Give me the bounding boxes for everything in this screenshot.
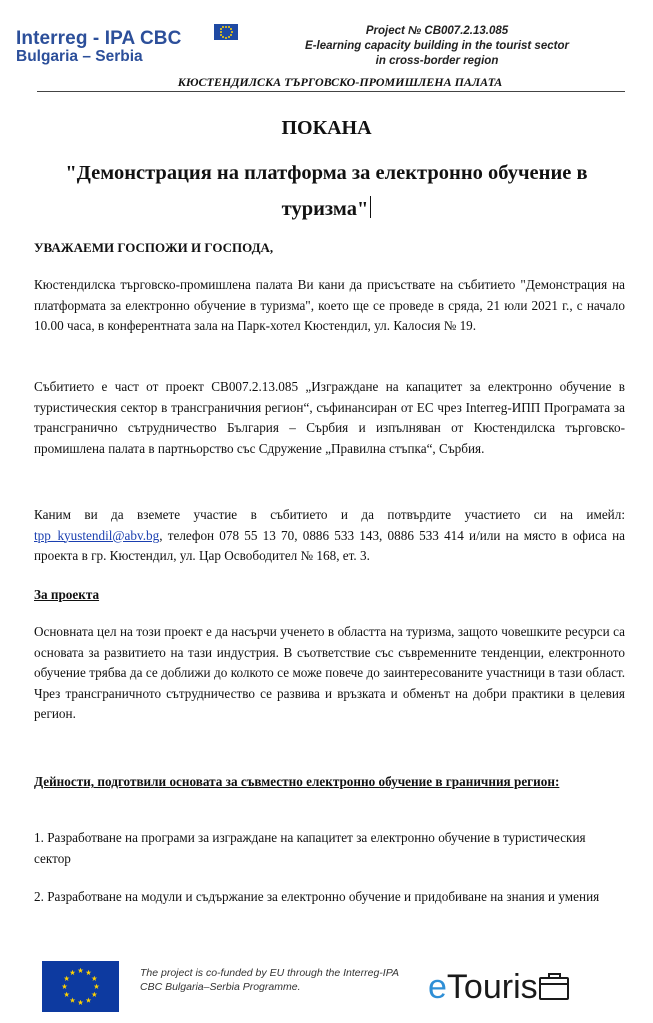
paragraph-project: Събитието е част от проект CB007.2.13.085 „Изграждане на капацитет за електронно обучение в туристическия сектор в трансграничния регион“, съфинансиран от ЕС чрез Interreg-ИПП Програмата за трансгранично сътрудничество България – Сърбия и изпълняван от Кюстендилска търговско-промишлена палата в партньорство със Сдружение „Правилна стъпка“, Сърбия. [34, 379, 625, 456]
eu-star-icon [91, 992, 97, 998]
document-subtitle [60, 155, 593, 227]
project-number: Project № CB007.2.13.085 [365, 25, 509, 37]
paragraph-invitation: Кюстендилска търговско-промишлена палата Ви кани да присъствате на събитието "Демонстрация на платформата за електронно обучение в туризма", което ще се проведе в сряда, 21 юли 2021 г., с начало 10.00 часа, в конферентната зала на Парк-хотел Кюстендил, ул. Калосия № 19. [34, 277, 625, 333]
eu-star-icon [62, 984, 68, 990]
project-name-cont: in cross-border region [375, 55, 499, 67]
eu-flag-icon [214, 24, 238, 40]
greeting: УВАЖАЕМИ ГОСПОЖИ И ГОСПОДА, [34, 240, 274, 255]
document-title: ПОКАНА [281, 117, 372, 139]
text-cursor [370, 196, 371, 218]
activity-item-2: 2. Разработване на модули и съдържание за електронно обучение и придобиване на знания и умения [34, 889, 600, 904]
interreg-logo-text: Interreg - IPA CBC [16, 28, 182, 49]
eu-star-icon [64, 976, 70, 982]
project-name: E-learning capacity building in the tourist sector [305, 40, 569, 52]
etourism-text: Touris [446, 968, 538, 1006]
section-heading-activities: Дейности, подготвили основата за съвместно електронно обучение в граничния регион: [34, 774, 560, 789]
eu-star-icon [86, 997, 92, 1003]
etourism-e: e [428, 968, 447, 1006]
eu-star-icon [231, 31, 233, 33]
eu-star-icon [64, 992, 70, 998]
eu-star-icon [91, 976, 97, 982]
eu-star-icon [228, 36, 230, 38]
section-heading-about: За проекта [34, 587, 100, 602]
briefcase-icon [539, 977, 569, 1000]
interreg-logo-subtitle: Bulgaria – Serbia [16, 48, 143, 65]
eu-star-icon [220, 31, 222, 33]
eu-star-icon [220, 28, 222, 30]
project-info [287, 24, 587, 69]
eu-star-icon [225, 26, 227, 28]
eu-flag-logo [42, 961, 119, 1012]
paragraph-about: Основната цел на този проект е да насърчи ученето в областта на туризма, защото човешките ресурси са основата за развитието на тази индустрия. В съответствие със съвременните тенденции, електронното обучение трябва да се доближи до колкото се може повече до заинтересованите участници в тази област. Чрез трансграничното сътрудничество се развива и връзката и обменът на добри практики в целевия регион. [34, 624, 625, 721]
eu-star-icon [70, 997, 76, 1003]
eu-star-icon [222, 26, 224, 28]
eu-star-icon [225, 37, 227, 39]
eu-star-icon [222, 36, 224, 38]
eu-star-icon [78, 968, 84, 974]
activity-item-1: 1. Разработване на програми за изграждане на капацитет за електронно обучение в туристическия сектор [34, 830, 586, 866]
etourism-logo [428, 967, 569, 1007]
contact-text-before: Каним ви да вземете участие в събитието и да потвърдите участието си на имейл: [34, 507, 625, 522]
chamber-name: КЮСТЕНДИЛСКА ТЪРГОВСКО-ПРОМИШЛЕНА ПАЛАТА [177, 75, 503, 89]
eu-star-icon [230, 34, 232, 36]
funding-statement: The project is co-funded by EU through the Interreg-IPA CBC Bulgaria–Serbia Programme. [140, 967, 399, 993]
eu-star-icon [78, 1000, 84, 1006]
eu-star-icon [86, 970, 92, 976]
eu-star-icon [94, 984, 100, 990]
header-divider [37, 91, 625, 92]
email-link[interactable]: tpp_kyustendil@abv.bg [34, 527, 160, 543]
eu-star-icon [70, 970, 76, 976]
paragraph-contact [34, 505, 625, 567]
contact-text-after: , телефон 078 55 13 70, 0886 533 143, 0886 533 414 и/или на място в офиса на проекта в гр. Кюстендил, ул. Цар Освободител № 168, ет. 3. [34, 527, 625, 563]
subtitle-text: "Демонстрация на платформа за електронно обучение в туризма" [65, 162, 588, 220]
eu-star-icon [230, 28, 232, 30]
